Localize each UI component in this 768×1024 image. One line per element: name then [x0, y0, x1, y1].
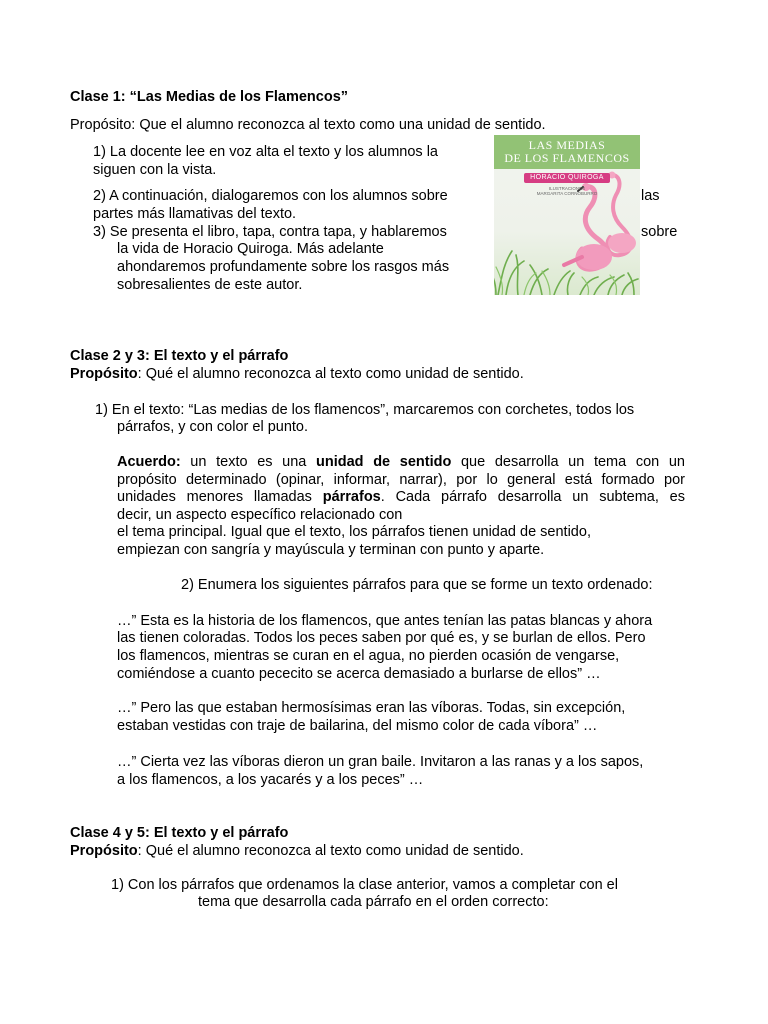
acuerdo-line4: decir, un aspecto específico relacionado con [117, 507, 403, 523]
clase1-item2-line1: 2) A continuación, dialogaremos con los alumnos sobre [93, 188, 448, 204]
clase45-title: Clase 4 y 5: El texto y el párrafo [70, 825, 289, 841]
clase45-proposito-text: : Qué el alumno reconozca al texto como unidad de sentido. [137, 843, 524, 859]
clase23-item2: 2) Enumera los siguientes párrafos para que se forme un texto ordenado: [181, 577, 653, 593]
paragraph1-line2: las tienen coloradas. Todos los peces saben por qué es, y se burlan de ellos. Pero [117, 630, 646, 646]
clase45-proposito-label: Propósito [70, 843, 138, 859]
acuerdo-label: Acuerdo: [117, 454, 181, 470]
clase45-proposito [70, 842, 524, 860]
paragraph2-line1: …” Pero las que estaban hermosísimas eran las víboras. Todas, sin excepción, [117, 700, 626, 716]
clase1-item3-line3: ahondaremos profundamente sobre los rasgos más [117, 259, 450, 275]
acuerdo-line5: el tema principal. Igual que el texto, los párrafos tienen unidad de sentido, [117, 524, 591, 540]
acuerdo-line3 [117, 488, 685, 506]
clase23-proposito [70, 365, 524, 383]
acuerdo-l1-b: que desarrolla un tema con un [451, 454, 685, 470]
acuerdo-line6: empiezan con sangría y mayúscula y terminan con punto y aparte. [117, 542, 545, 558]
clase1-title: Clase 1: “Las Medias de los Flamencos” [70, 89, 349, 105]
paragraph3-line2: a los flamencos, a los yacarés y a los peces” … [117, 772, 424, 788]
clase23-proposito-text: : Qué el alumno reconozca al texto como unidad de sentido. [137, 366, 524, 382]
clase1-item3-line4: sobresalientes de este autor. [117, 277, 303, 293]
acuerdo-unidad-de-sentido: unidad de sentido [316, 454, 452, 470]
clase1-item3-line1: 3) Se presenta el libro, tapa, contra tapa, y hablaremos [93, 224, 447, 240]
clase1-proposito: Propósito: Que el alumno reconozca al texto como una unidad de sentido. [70, 117, 546, 133]
cover-illustrator: MARGARITA CORNOBURRO [536, 191, 598, 196]
clase1-item3-line1-end: sobre [641, 224, 678, 240]
acuerdo-parrafos: párrafos [322, 489, 381, 505]
clase23-item1-line2: párrafos, y con color el punto. [117, 419, 309, 435]
acuerdo-line2: propósito determinado (opinar, informar, narrar), por lo general está formado por [117, 472, 685, 488]
paragraph1-line1: …” Esta es la historia de los flamencos, que antes tenían las patas blancas y ahora [117, 613, 653, 629]
acuerdo-l3-a: unidades menores llamadas [117, 489, 323, 505]
acuerdo-line1 [117, 453, 685, 471]
paragraph2-line2: estaban vestidas con traje de bailarina, del mismo color de cada víbora” … [117, 718, 598, 734]
clase1-item3-line2: la vida de Horacio Quiroga. Más adelante [117, 241, 384, 257]
clase1-item2-line1-end: las [641, 188, 660, 204]
book-cover-image [494, 135, 640, 295]
clase1-item1-line1: 1) La docente lee en voz alta el texto y los alumnos la [93, 144, 438, 160]
acuerdo-l1-a: un texto es una [180, 454, 317, 470]
clase45-item1-line1: 1) Con los párrafos que ordenamos la clase anterior, vamos a completar con el [111, 877, 618, 893]
clase1-item1-line2: siguen con la vista. [93, 162, 217, 178]
clase1-item2-line2: partes más llamativas del texto. [93, 206, 297, 222]
clase45-item1-line2: tema que desarrolla cada párrafo en el orden correcto: [198, 894, 549, 910]
paragraph1-line4: comiéndose a cuanto pececito se acerca demasiado a burlarse de ellos” … [117, 666, 601, 682]
cover-illustrator-label: ILUSTRACIONES [548, 186, 586, 191]
clase23-title: Clase 2 y 3: El texto y el párrafo [70, 348, 289, 364]
clase23-item1-line1: 1) En el texto: “Las medias de los flamencos”, marcaremos con corchetes, todos los [95, 402, 635, 418]
acuerdo-l3-b: . Cada párrafo desarrolla un subtema, es [380, 489, 685, 505]
cover-title-line2: DE LOS FLAMENCOS [504, 151, 630, 165]
paragraph1-line3: los flamencos, mientras se curan en el agua, no pierden ocasión de vengarse, [117, 648, 620, 664]
cover-author: HORACIO QUIROGA [524, 173, 610, 183]
clase23-proposito-label: Propósito [70, 366, 138, 382]
paragraph3-line1: …” Cierta vez las víboras dieron un gran baile. Invitaron a las ranas y a los sapos, [117, 754, 644, 770]
cover-title-line1: LAS MEDIAS [528, 138, 606, 152]
